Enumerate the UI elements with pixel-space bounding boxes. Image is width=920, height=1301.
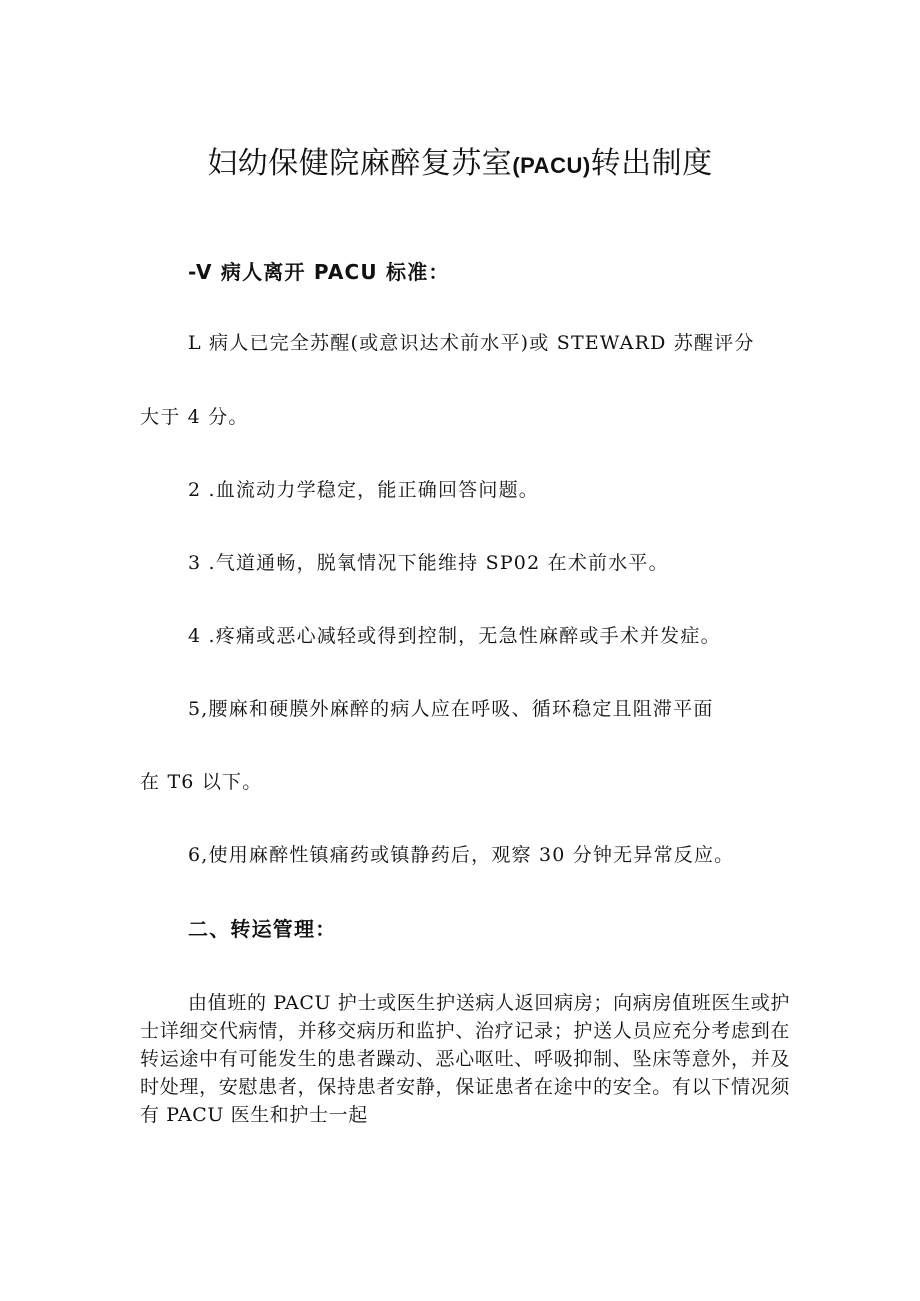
section2-heading: 二、转运管理： [188,917,337,941]
item3: 3 .气道通畅，脱氧情况下能维持 SP02 在术前水平。 [188,552,669,574]
item5-line2: 在 T6 以下。 [140,771,263,793]
item2: 2 .血流动力学稳定，能正确回答问题。 [188,479,539,501]
item1-line1: L 病人已完全苏醒(或意识达术前水平)或 STEWARD 苏醒评分 [188,332,755,354]
section2-paragraph: 由值班的 PACU 护士或医生护送病人返回病房；向病房值班医生或护士详细交代病情，并移交病历和监护、治疗记录；护送人员应充分考虑到在转运途中有可能发生的患者躁动、恶心呕吐、呼吸抑制、坠床等意外，并及时处理，安慰患者，保持患者安静，保证患者在途中的安全。有以下情况须有 PACU 医生和护士一起 [140,992,790,1126]
item4: 4 .疼痛或恶心减轻或得到控制，无急性麻醉或手术并发症。 [188,625,721,647]
section1-heading: -V 病人离开 PACU 标准： [188,260,450,284]
item1-line2: 大于 4 分。 [140,406,249,428]
title-prefix: 妇幼保健院麻醉复苏室 [207,146,513,181]
title-latin: (PACU) [512,153,591,178]
title-suffix: 转出制度 [590,146,713,181]
document-title [0,138,920,182]
item5-line1: 5,腰麻和硬膜外麻醉的病人应在呼吸、循环稳定且阻滞平面 [188,698,714,720]
item6: 6,使用麻醉性镇痛药或镇静药后，观察 30 分钟无异常反应。 [188,844,735,866]
